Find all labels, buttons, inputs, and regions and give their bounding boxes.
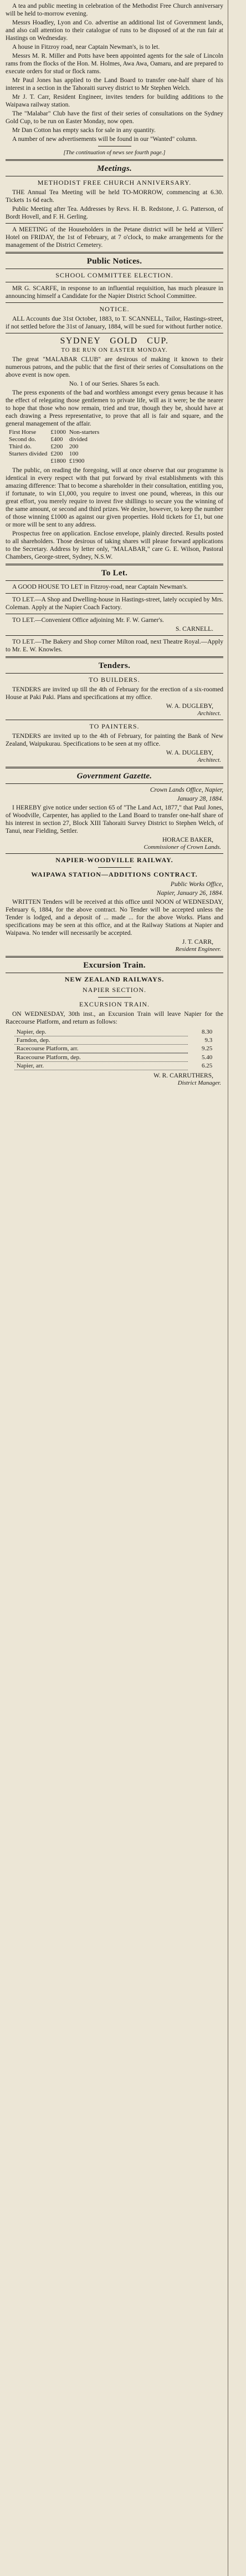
- gazette-office: Crown Lands Office, Napier,: [150, 787, 223, 793]
- ad-body: Prospectus free on application. Enclose envelope, plainly directed. Results posted to all shareholders. Those desirous of taking shares will please forward applications to the Secretary. Address by letter only, "MALABAR," care G. E. Wilson, Pastoral Chambers, George-street, Sydney, N.S.W.: [6, 530, 223, 560]
- ad-body: THE Annual Tea Meeting will be held TO-MORROW, commencing at 6.30. Tickets 1s 6d each.: [6, 189, 223, 204]
- prize-label: Second do.: [9, 436, 36, 443]
- prize-label: Third do.: [9, 443, 32, 450]
- news-paragraph: Messrs Hoadley, Lyon and Co. advertise an additional list of Government lands, and also call attention to their catalogue of runs to be disposed of at the run fair at Hastings on Wednesday.: [6, 19, 223, 42]
- ad-title: TO PAINTERS.: [89, 722, 140, 730]
- timetable-place: Racecourse Platform, arr.: [14, 1045, 188, 1053]
- ad-body: TO LET.—Convenient Office adjoining Mr. F. W. Garner's.: [12, 617, 164, 624]
- section-heading: Public Notices.: [86, 257, 142, 266]
- timetable: [14, 1028, 215, 1070]
- gazette-section: [6, 772, 223, 851]
- ad-signature-role: Architect.: [197, 757, 221, 763]
- continuation-note: [The continuation of news see fourth page.]: [63, 150, 166, 156]
- news-paragraph: The "Malabar" Club have the first of their series of consultations on the Sydney Gold Cup, to be run on Easter Monday, now open.: [6, 110, 223, 125]
- timetable-time: 9.3: [204, 1037, 213, 1044]
- divider: [6, 767, 223, 768]
- ad-signature: W. A. DUGLEBY,: [166, 750, 213, 756]
- divider: [6, 252, 223, 254]
- divider: [6, 783, 223, 784]
- title-word: GOLD: [110, 336, 138, 346]
- section-heading: Excursion Train.: [83, 961, 146, 970]
- ad-signature: HORACE BAKER,: [162, 837, 213, 843]
- prize-row: [9, 429, 102, 436]
- ad-body: A MEETING of the Householders in the Petane district will be held at Villers' Hotel on FRIDAY, the 1st of February, at 7 o'clock, to make arrangements for the management of the District Cemetery.: [6, 226, 223, 249]
- ad-title: SCHOOL COMMITTEE ELECTION.: [55, 271, 173, 279]
- timetable-place: Napier, dep.: [14, 1028, 188, 1036]
- timetable-place: Farndon, dep.: [14, 1036, 188, 1045]
- prize-extra: £1900: [69, 458, 85, 464]
- timetable-row: [14, 1045, 215, 1053]
- ad-body: ALL Accounts due 31st October, 1883, to T. SCANNELL, Tailor, Hastings-street, if not settled before the 31st of January, 1884, will be sued for without further notice.: [6, 316, 223, 330]
- ad-body: The great "MALABAR CLUB" are desirous of making it known to their numerous patrons, and the public that the first of their series of Consultations on the above event is now open.: [6, 356, 223, 378]
- ad-signature: S. CARNELL.: [175, 626, 213, 632]
- divider: [6, 593, 223, 594]
- news-paragraph: Mr Paul Jones has applied to the Land Board to transfer one-half share of his interest in a section in the Tahoraiti survey district to Mr Stephen Welch.: [6, 77, 223, 92]
- gold-cup-ad: [6, 336, 223, 561]
- to-let-section: [6, 569, 223, 654]
- ad-body: The public, on reading the foregoing, will at once observe that our programme is identical in every respect with that put forward by rival establishments with this amazing difference: That to become a shareholder in their consultation, entitling you, if fortunate, to win £1,000, you require to invest one pound, whereas, in this our great effort, you merely require to invest five shillings to secure you the winning of the same amount, or second and third prizes. We desire, however, to keep the number of those winning £1000 as against our given properties. Hold tickets for £1, but one or more will be sent to any address.: [6, 467, 223, 528]
- meetings-section: [6, 164, 223, 249]
- railway-ad: [6, 856, 223, 953]
- ad-body: TENDERS are invited up till the 4th of February for the erection of a six-roomed House at Paki Paki. Plans and specifications at my office.: [6, 686, 223, 701]
- divider: [6, 656, 223, 658]
- divider: [6, 635, 223, 636]
- ad-signature: J. T. CARR,: [182, 939, 213, 945]
- ad-body: No. 1 of our Series. Shares 5s each.: [69, 381, 160, 387]
- timetable-time: 6.25: [202, 1062, 213, 1069]
- timetable-row: [14, 1062, 215, 1070]
- divider: [6, 853, 223, 854]
- ad-subtitle: TO BE RUN ON EASTER MONDAY.: [61, 347, 168, 353]
- ad-signature: W. R. CARRUTHERS,: [153, 1072, 213, 1079]
- ad-signature: W. A. DUGLEBY,: [166, 703, 213, 710]
- timetable-place: Racecourse Platform, dep.: [14, 1054, 188, 1062]
- timetable-time: 9.25: [202, 1045, 213, 1052]
- ad-subtitle: NAPIER SECTION.: [82, 986, 146, 994]
- ad-signature-role: Commissioner of Crown Lands.: [144, 844, 221, 851]
- ad-title: TO BUILDERS.: [89, 676, 140, 684]
- divider: [6, 159, 223, 161]
- ad-signature-role: District Manager.: [177, 1080, 221, 1086]
- ad-body: TENDERS are invited up to the 4th of February, for painting the Bank of New Zealand, Waipukurau. Specifications to be seen at my office.: [6, 733, 223, 747]
- prize-amount: £200: [50, 443, 63, 450]
- news-paragraph: A number of new advertisements will be found in our "Wanted" column.: [12, 136, 197, 143]
- tenders-section: [6, 661, 223, 764]
- divider: [6, 223, 223, 224]
- ad-body: WRITTEN Tenders will be received at this office until NOON of WEDNESDAY, February 6, 1884, for the above contract. No Tender will be accepted unless the Tender is lodged, and a deposit of ... made ... for the above Works. Plans and specifications may be seen at this office, and at the Railway Stations at Napier and Waipawa. No tender will necessarily be accepted.: [6, 899, 223, 937]
- timetable-row: [14, 1028, 215, 1036]
- timetable-row: [14, 1054, 215, 1062]
- divider: [6, 564, 223, 565]
- prize-label: Starters divided: [9, 451, 48, 457]
- ad-subtitle: EXCURSION TRAIN.: [79, 1000, 150, 1008]
- prize-label: First Horse: [9, 429, 37, 436]
- excursion-section: [6, 961, 223, 1087]
- ad-title: METHODIST FREE CHURCH ANNIVERSARY.: [37, 179, 192, 186]
- prize-amount: £1800: [50, 458, 66, 464]
- prize-table: [9, 429, 102, 465]
- railway-date: Napier, January 26, 1884.: [156, 890, 223, 897]
- ad-subtitle: WAIPAWA STATION—ADDITIONS CONTRACT.: [31, 871, 198, 878]
- timetable-place: Napier, arr.: [14, 1062, 188, 1070]
- intro-news: [6, 2, 223, 156]
- section-heading: Tenders.: [98, 661, 131, 670]
- prize-amount: £400: [50, 436, 63, 443]
- prize-extra: 100: [69, 451, 79, 457]
- timetable-row: [14, 1036, 215, 1045]
- prize-extra: Non-starters: [69, 429, 100, 436]
- news-paragraph: A house in Fitzroy road, near Captain Newman's, is to let.: [12, 44, 160, 50]
- divider: [98, 997, 131, 998]
- ad-body: Public Meeting after Tea. Addresses by Revs. H. B. Redstone, J. G. Patterson, of Bordt Hovell, and F. H. Gerling.: [6, 206, 223, 220]
- railway-office: Public Works Office,: [170, 881, 223, 888]
- section-heading: Government Gazette.: [76, 772, 152, 781]
- section-heading: Meetings.: [96, 164, 132, 173]
- gazette-date: January 28, 1884.: [177, 796, 223, 802]
- ad-body: MR G. SCARFE, in response to an influential requisition, has much pleasure in announcing himself a Candidate for the Napier District School Committee.: [6, 285, 223, 300]
- ad-title: NEW ZEALAND RAILWAYS.: [64, 975, 165, 983]
- prize-row: [9, 451, 102, 458]
- prize-label: [9, 458, 50, 465]
- ad-title: [6, 336, 223, 346]
- divider: [6, 302, 223, 303]
- section-heading: To Let.: [101, 569, 128, 578]
- divider: [6, 580, 223, 581]
- ad-body: ON WEDNESDAY, 30th inst., an Excursion Train will leave Napier for the Racecourse Platform, and return as follows:: [6, 1011, 223, 1025]
- prize-row: [9, 443, 102, 451]
- divider: [6, 673, 223, 674]
- news-paragraph: A tea and public meeting in celebration of the Methodist Free Church anniversary will be held to-morrow evening.: [6, 3, 223, 17]
- public-notices-section: [6, 257, 223, 331]
- divider: [6, 956, 223, 958]
- ad-title: NAPIER-WOODVILLE RAILWAY.: [55, 856, 173, 864]
- prize-row: [9, 436, 102, 443]
- title-word: CUP.: [147, 336, 169, 346]
- ad-signature-role: Resident Engineer.: [175, 946, 221, 953]
- adjacent-column-strip: [228, 0, 246, 2576]
- prize-amount: £1000: [50, 429, 66, 436]
- ad-title: NOTICE.: [99, 305, 130, 313]
- news-paragraph: Messrs M. R. Miller and Potts have been appointed agents for the sale of Lincoln rams from the flocks of the Hon. M. Holmes, Awa Awa, Oamaru, and are prepared to execute orders for stud or flock rams.: [6, 53, 223, 75]
- divider: [98, 867, 131, 868]
- prize-extra: 200: [69, 443, 79, 450]
- timetable-time: 5.40: [202, 1054, 213, 1061]
- timetable-time: 8.30: [202, 1029, 213, 1036]
- news-paragraph: Mr J. T. Carr, Resident Engineer, invites tenders for building additions to the Waipawa railway station.: [6, 94, 223, 108]
- ad-body: A GOOD HOUSE TO LET in Fitzroy-road, near Captain Newman's.: [12, 584, 188, 590]
- prize-amount: £200: [50, 451, 63, 457]
- ad-body: The press exponents of the bad and worthless amongst every genus because it has the effect of relegating those gentlemen to private life, will as it were; be the nearer to hope that those who now remain, tried and true, though they be, should have at each drawing a Press representative, to prove that all is fair and square, and the general management of the affair.: [6, 389, 223, 427]
- title-word: SYDNEY: [60, 336, 101, 346]
- news-paragraph: Mr Dan Cotton has empty sacks for sale in any quantity.: [12, 127, 156, 134]
- prize-extra: divided: [69, 436, 88, 443]
- ad-signature-role: Architect.: [197, 710, 221, 717]
- ad-body: TO LET.—The Bakery and Shop corner Milton road, next Theatre Royal.—Apply to Mr. E. W. Knowles.: [6, 639, 223, 653]
- prize-row: [9, 458, 102, 465]
- ad-body: TO LET.—A Shop and Dwelling-house in Hastings-street, lately occupied by Mrs. Coleman. Apply at the Napier Coach Factory.: [6, 596, 223, 611]
- ad-body: I HEREBY give notice under section 65 of "The Land Act, 1877," that Paul Jones, of Woodville, Carpenter, has applied to the Land Board to transfer one-half share of his interest in section 27, Block XIII Tahoraiti Survey District to Stephen Welch, of Tanui, near Fielding, Settler.: [6, 804, 223, 834]
